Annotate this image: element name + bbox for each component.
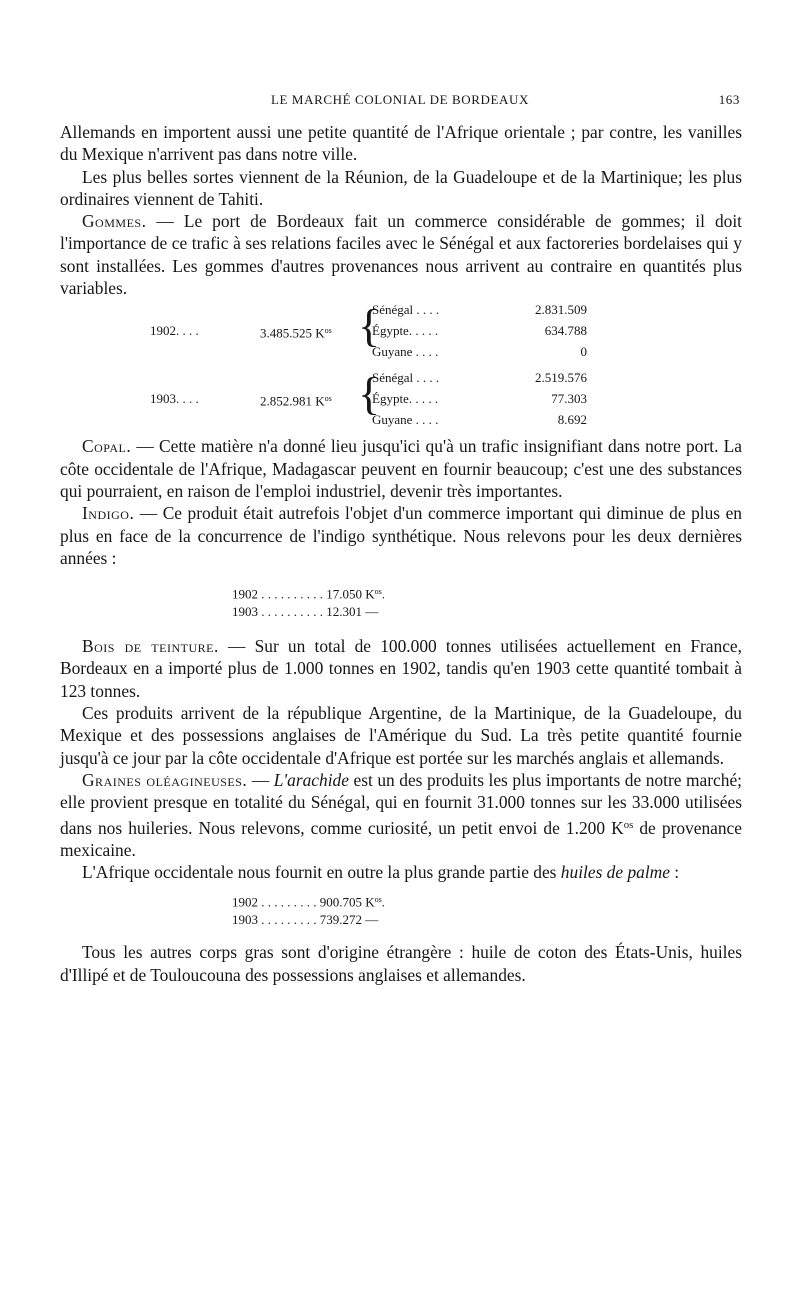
running-header xyxy=(60,92,740,112)
brace-icon: { xyxy=(358,300,381,352)
table-row: 1902 . . . . . . . . . . 17.050 $K^{os}$. xyxy=(232,586,386,602)
section-heading: Gommes. xyxy=(82,211,147,232)
section-heading: Bois de teinture. xyxy=(82,636,219,657)
section-heading: Copal. xyxy=(82,436,132,457)
total: 3.485.525 $K^{os}$ xyxy=(260,325,332,341)
paragraph-indigo: Indigo. — Ce produit était autrefois l'objet d'un commerce important qui diminue de plus en plus en face de la concurrence de l'indigo synthétique. Nous relevons pour les deux dernières années : xyxy=(60,503,742,568)
table-group: 1902. . . . 3.485.525 $K^{os}$ { Sénégal . . . . 2.831.509 Égypte. . . . . 634.788 Guyane . . . . 0 xyxy=(150,300,587,360)
year: 1903. . . . xyxy=(150,391,199,407)
header-title: LE MARCHÉ COLONIAL DE BORDEAUX xyxy=(270,92,529,107)
year: 1902. . . . xyxy=(150,323,199,339)
brace-icon: { xyxy=(358,368,381,420)
paragraph-corps-gras: Tous les autres corps gras sont d'origine étrangère : huile de coton des États-Unis, huiles d'Illipé et de Touloucouna des possessions anglaises et allemandes. xyxy=(60,942,742,985)
paragraph-vanilles: Allemands en importent aussi une petite quantité de l'Afrique orientale ; par contre, les vanilles du Mexique n'arrivent pas dans notre ville. xyxy=(60,122,742,165)
section-heading: Indigo. xyxy=(82,503,135,524)
paragraph-afrique: L'Afrique occidentale nous fournit en outre la plus grande partie des huiles de palme : xyxy=(82,862,680,883)
total: 2.852.981 $K^{os}$ xyxy=(260,393,332,409)
table-row: 1902 . . . . . . . . . 900.705 $K^{os}$. xyxy=(232,894,386,910)
table-group: 1903. . . . 2.852.981 $K^{os}$ { Sénégal . . . . 2.519.576 Égypte. . . . . 77.303 Guyane . . . . 8.692 xyxy=(150,368,587,428)
table-row: 1903 . . . . . . . . . 739.272 — xyxy=(232,912,379,928)
paragraph-vanilles-origins: Les plus belles sortes viennent de la Réunion, de la Guadeloupe et de la Martinique; les plus ordinaires viennent de Tahiti. xyxy=(60,166,742,209)
paragraph-ces-produits: Ces produits arrivent de la république Argentine, de la Martinique, de la Guadeloupe, du Mexique et des possessions anglaises de l'Amérique du Sud. La très petite quantité fournie jusqu'à ce jour par la côte occidentale d'Afrique est portée sur les marchés anglais et allemands. xyxy=(60,703,742,768)
paragraph-gommes: Gommes. — Le port de Bordeaux fait un commerce considérable de gommes; il doit l'importance de ce trafic à ses relations faciles avec le Sénégal et aux factoreries bordelaises qui y sont installées. Les gommes d'autres provenances nous arrivent au contraire en quantités plus variables. xyxy=(60,211,742,299)
paragraph-graines: Graines oléagineuses. — L'arachide est un des produits les plus importants de notre marché; elle provient presque en totalité du Sénégal, qui en fournit 31.000 tonnes sur les 33.000 utilisées dans nos huileries. Nous relevons, comme curiosité, un petit envoi de 1.200 $K^{os}$ de provenance mexicaine. xyxy=(60,769,742,860)
gommes-table xyxy=(60,299,742,435)
section-heading: Graines oléagineuses. xyxy=(82,769,248,790)
paragraph-copal: Copal. — Cette matière n'a donné lieu jusqu'ici qu'à un trafic insignifiant dans notre port. La côte occidentale de l'Afrique, Madagascar peuvent en fournir beaucoup; c'est une des substances qui pourraient, en raison de l'emploi industriel, devenir très importantes. xyxy=(60,436,742,501)
page-body xyxy=(60,121,742,986)
palme-table xyxy=(60,889,742,929)
page-number: 163 xyxy=(718,92,740,107)
paragraph-bois: Bois de teinture. — Sur un total de 100.000 tonnes utilisées actuellement en France, Bordeaux en a importé plus de 1.000 tonnes en 1902, tandis qu'en 1903 cette quantité tombait à 123 tonnes. xyxy=(60,636,742,701)
table-row: 1903 . . . . . . . . . . 12.301 — xyxy=(232,604,379,620)
indigo-table xyxy=(60,581,742,621)
